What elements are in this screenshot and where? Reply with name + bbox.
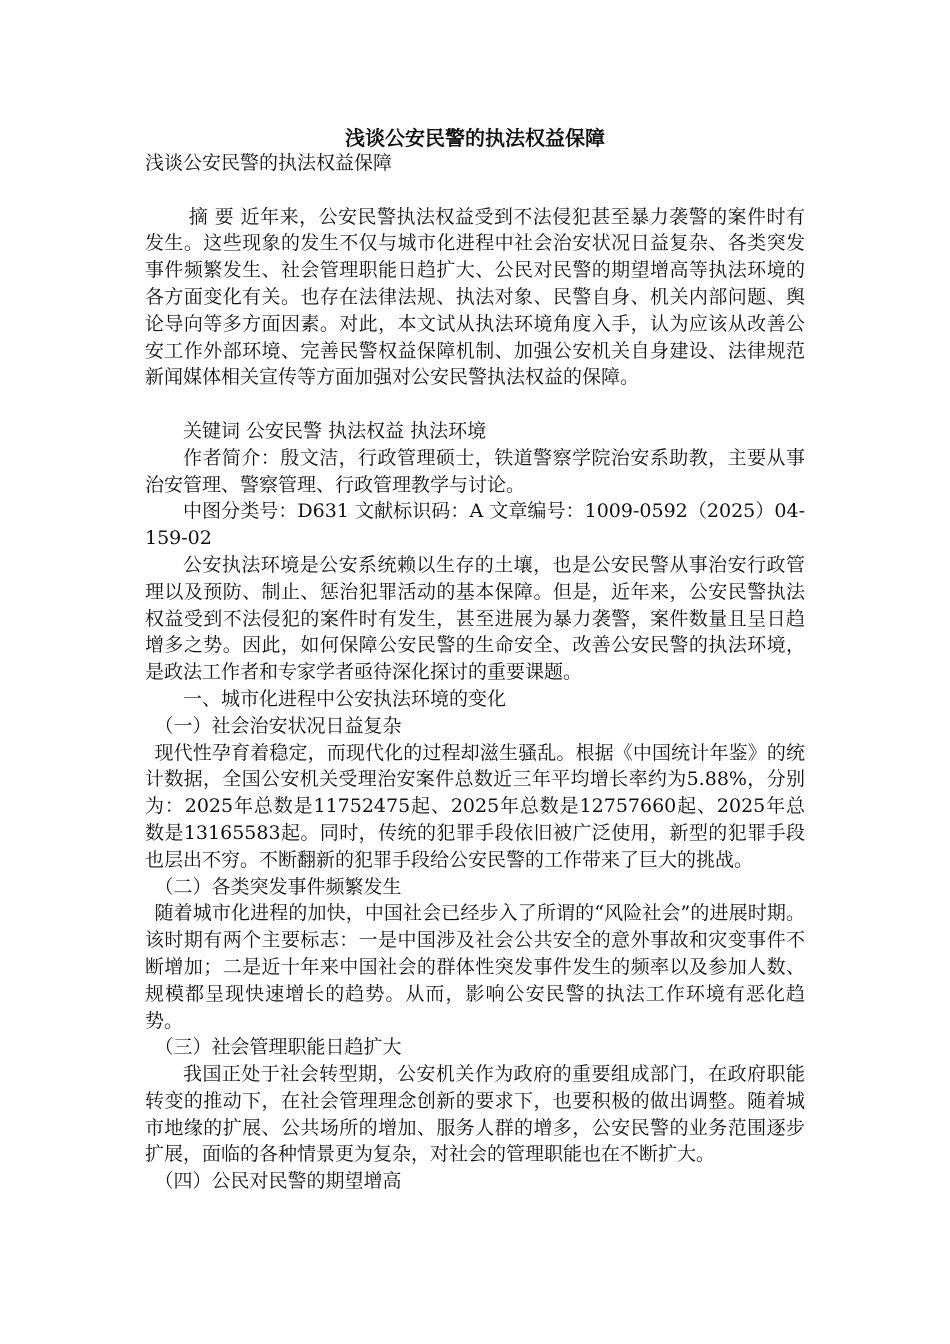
document-subtitle: 浅谈公安民警的执法权益保障 xyxy=(145,152,393,174)
subsection-heading: （四）公民对民警的期望增高 xyxy=(154,1170,402,1193)
subsection-heading: （三）社会管理职能日趋扩大 xyxy=(154,1036,402,1059)
document-body xyxy=(145,150,805,1195)
subsection-paragraph: 我国正处于社会转型期，公安机关作为政府的重要组成部门，在政府职能转变的推动下，在社会管理理念创新的要求下，也要积极的做出调整。随着城市地缘的扩展、公共场所的增加、服务人群的增多，公安民警的业务范围逐步扩展，面临的各种情景更为复杂，对社会的管理职能也在不断扩大。 xyxy=(145,1063,805,1166)
abstract-paragraph: 摘 要 近年来，公安民警执法权益受到不法侵犯甚至暴力袭警的案件时有发生。这些现象的发生不仅与城市化进程中社会治安状况日益复杂、各类突发事件频繁发生、社会管理职能日趋扩大、公民对民警的期望增高等执法环境的各方面变化有关。也存在法律法规、执法对象、民警自身、机关内部问题、舆论导向等多方面因素。对此，本文试从执法环境角度入手，认为应该从改善公安工作外部环境、完善民警权益保障机制、加强公安机关自身建设、法律规范新闻媒体相关宣传等方面加强对公安民警执法权益的保障。 xyxy=(145,205,805,389)
classification-line: 中图分类号：D631 文献标识码：A 文章编号：1009-0592（2025）04-159-02 xyxy=(145,500,805,550)
subsection-heading: （二）各类突发事件频繁发生 xyxy=(154,875,402,898)
subsection-heading: （一）社会治安状况日益复杂 xyxy=(154,714,402,737)
document-title: 浅谈公安民警的执法权益保障 xyxy=(345,126,605,150)
author-bio: 作者简介：殷文洁，行政管理硕士，铁道警察学院治安系助教，主要从事治安管理、警察管理、行政管理教学与讨论。 xyxy=(145,446,805,496)
keywords-line: 关键词 公安民警 执法权益 执法环境 xyxy=(183,419,487,442)
subsection-paragraph: 现代性孕育着稳定，而现代化的过程却滋生骚乱。根据《中国统计年鉴》的统计数据，全国公安机关受理治安案件总数近三年平均增长率约为5.88%，分别为：2025年总数是11752475起、2025年总数是12757660起、2025年总数是13165583起。同时，传统的犯罪手段依旧被广泛使用，新型的犯罪手段也层出不穷。不断翻新的犯罪手段给公安民警的工作带来了巨大的挑战。 xyxy=(145,741,805,871)
section-heading: 一、城市化进程中公安执法环境的变化 xyxy=(183,687,507,710)
blank-line xyxy=(145,177,805,204)
blank-line xyxy=(145,391,805,418)
intro-paragraph: 公安执法环境是公安系统赖以生存的土壤，也是公安民警从事治安行政管理以及预防、制止、惩治犯罪活动的基本保障。但是，近年来，公安民警执法权益受到不法侵犯的案件时有发生，甚至进展为暴力袭警，案件数量且呈日趋增多之势。因此，如何保障公安民警的生命安全、改善公安民警的执法环境，是政法工作者和专家学者亟待深化探讨的重要课题。 xyxy=(145,553,805,684)
subsection-paragraph: 随着城市化进程的加快，中国社会已经步入了所谓的“风险社会”的进展时期。该时期有两个主要标志：一是中国涉及社会公共安全的意外事故和灾变事件不断增加；二是近十年来中国社会的群体性突发事件发生的频率以及参加人数、规模都呈现快速增长的趋势。从而，影响公安民警的执法工作环境有恶化趋势。 xyxy=(145,902,805,1032)
